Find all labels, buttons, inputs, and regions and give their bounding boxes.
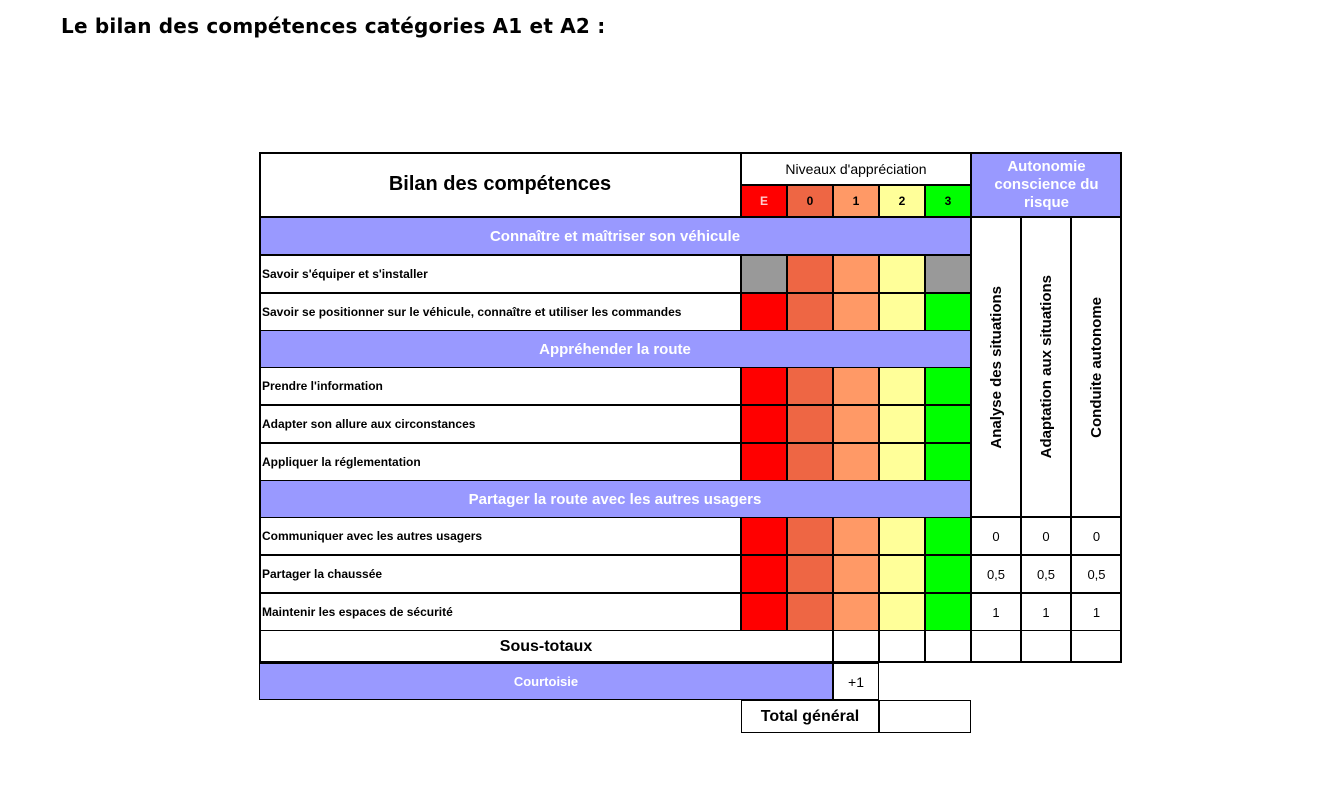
row-safety-distance: Maintenir les espaces de sécurité (259, 593, 741, 631)
row-equip-level-1 (787, 255, 833, 293)
autonomy-value: 0,5 (971, 555, 1021, 593)
section-sharing: Partager la route avec les autres usagers (259, 480, 971, 518)
row-safety-distance-level-0 (741, 593, 787, 631)
row-share-road-level-1 (787, 555, 833, 593)
row-share-road-level-4 (925, 555, 971, 593)
autonomy-value: 0,5 (1021, 555, 1071, 593)
row-equip: Savoir s'équiper et s'installer (259, 255, 741, 293)
subtotal-cell (879, 630, 925, 663)
row-equip-level-4 (925, 255, 971, 293)
row-position-level-3 (879, 293, 925, 331)
row-communicate-level-4 (925, 517, 971, 555)
courtesy-bonus: +1 (833, 663, 879, 700)
row-information-level-2 (833, 367, 879, 405)
row-communicate-level-1 (787, 517, 833, 555)
section-road: Appréhender la route (259, 330, 971, 368)
autonomy-value: 0 (1021, 517, 1071, 555)
total-label: Total général (741, 700, 879, 733)
autonomy-value: 0,5 (1071, 555, 1122, 593)
row-equip-level-0 (741, 255, 787, 293)
row-safety-distance-level-2 (833, 593, 879, 631)
row-information: Prendre l'information (259, 367, 741, 405)
row-rules-level-4 (925, 443, 971, 481)
autonomy-value: 1 (1071, 593, 1122, 631)
row-speed-level-1 (787, 405, 833, 443)
autonomy-col-label: Conduite autonome (1088, 296, 1105, 438)
row-speed-level-2 (833, 405, 879, 443)
subtotals-label: Sous-totaux (259, 630, 833, 663)
row-safety-distance-level-1 (787, 593, 833, 631)
level-e: E (741, 185, 787, 217)
levels-header: Niveaux d'appréciation (741, 152, 971, 185)
row-position-level-1 (787, 293, 833, 331)
subtotal-autonomy-cell (971, 630, 1021, 663)
row-information-level-3 (879, 367, 925, 405)
row-rules-level-3 (879, 443, 925, 481)
row-communicate: Communiquer avec les autres usagers (259, 517, 741, 555)
row-rules: Appliquer la réglementation (259, 443, 741, 481)
autonomy-col-2 (1071, 217, 1122, 517)
row-rules-level-1 (787, 443, 833, 481)
level-3: 3 (925, 185, 971, 217)
autonomy-value: 0 (1071, 517, 1122, 555)
total-value-cell (879, 700, 971, 733)
row-share-road-level-0 (741, 555, 787, 593)
autonomy-col-0 (971, 217, 1021, 517)
row-speed: Adapter son allure aux circonstances (259, 405, 741, 443)
section-vehicle: Connaître et maîtriser son véhicule (259, 217, 971, 255)
subtotal-autonomy-cell (1021, 630, 1071, 663)
autonomy-col-label: Adaptation aux situations (1037, 275, 1055, 459)
row-share-road-level-2 (833, 555, 879, 593)
autonomy-col-1 (1021, 217, 1071, 517)
level-2: 2 (879, 185, 925, 217)
row-speed-level-4 (925, 405, 971, 443)
row-communicate-level-2 (833, 517, 879, 555)
autonomy-value: 0 (971, 517, 1021, 555)
row-equip-level-2 (833, 255, 879, 293)
row-safety-distance-level-4 (925, 593, 971, 631)
row-share-road: Partager la chaussée (259, 555, 741, 593)
row-rules-level-0 (741, 443, 787, 481)
table-title: Bilan des compétences (259, 152, 741, 217)
row-position: Savoir se positionner sur le véhicule, connaître et utiliser les commandes (259, 293, 741, 331)
subtotal-autonomy-cell (1071, 630, 1122, 663)
row-position-level-4 (925, 293, 971, 331)
subtotal-cell (833, 630, 879, 663)
row-information-level-0 (741, 367, 787, 405)
autonomy-value: 1 (971, 593, 1021, 631)
row-equip-level-3 (879, 255, 925, 293)
row-speed-level-0 (741, 405, 787, 443)
row-communicate-level-0 (741, 517, 787, 555)
row-share-road-level-3 (879, 555, 925, 593)
subtotal-cell (925, 630, 971, 663)
row-safety-distance-level-3 (879, 593, 925, 631)
row-information-level-4 (925, 367, 971, 405)
row-information-level-1 (787, 367, 833, 405)
autonomy-value: 1 (1021, 593, 1071, 631)
row-position-level-0 (741, 293, 787, 331)
autonomy-header: Autonomie conscience du risque (971, 152, 1122, 217)
row-position-level-2 (833, 293, 879, 331)
autonomy-col-label: Analyse des situations (987, 285, 1005, 449)
row-speed-level-3 (879, 405, 925, 443)
row-rules-level-2 (833, 443, 879, 481)
page-heading: Le bilan des compétences catégories A1 et A2 : (61, 14, 606, 38)
level-1: 1 (833, 185, 879, 217)
level-0: 0 (787, 185, 833, 217)
row-communicate-level-3 (879, 517, 925, 555)
courtesy-label: Courtoisie (259, 663, 833, 700)
